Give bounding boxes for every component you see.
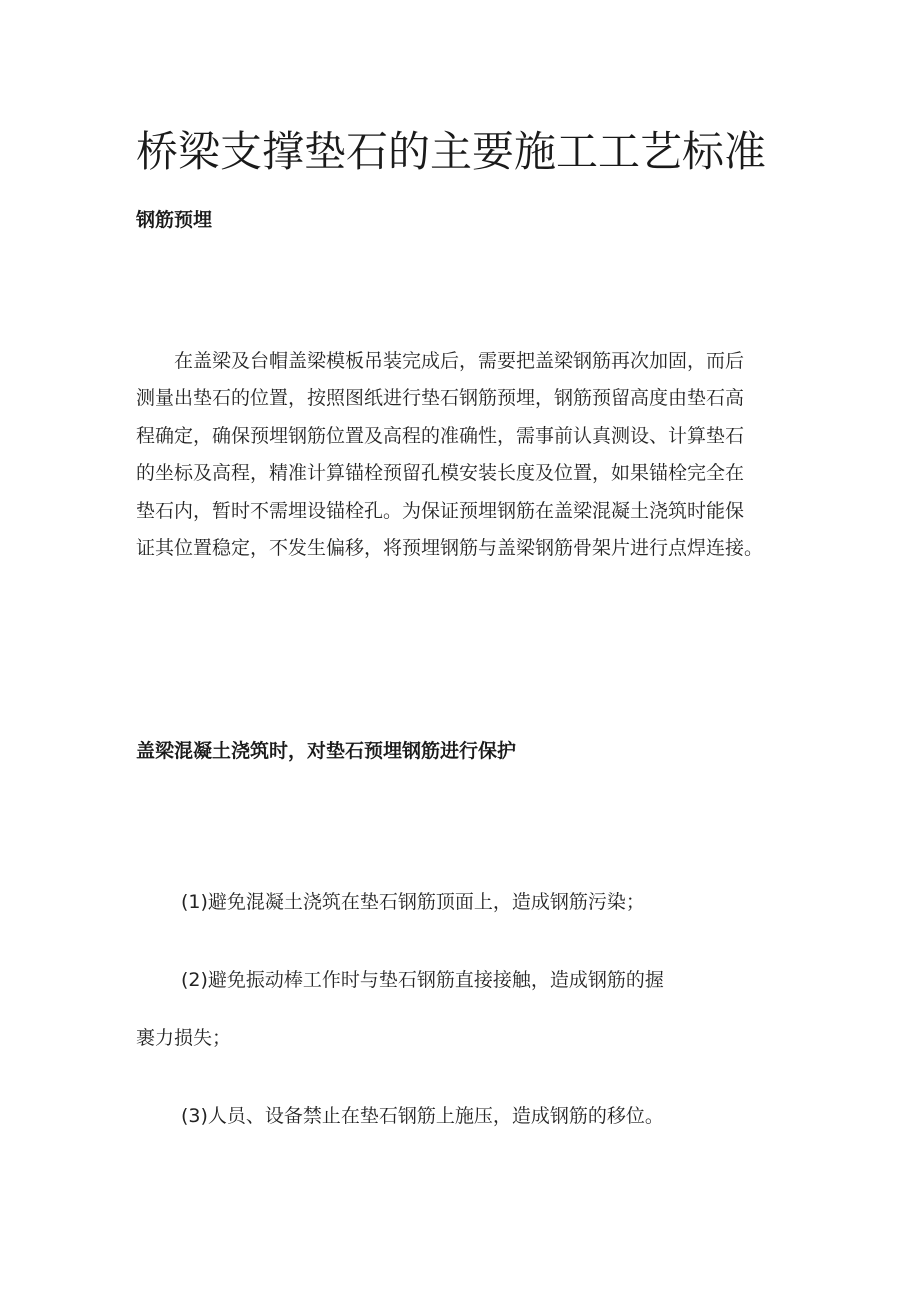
paragraph-line: 的坐标及高程，精准计算锚栓预留孔模安装长度及位置，如果锚栓完全在 <box>136 462 745 485</box>
section-heading-rebar-embedding: 钢筋预埋 <box>136 209 213 231</box>
section-paragraph-rebar-embedding <box>136 343 786 567</box>
paragraph-line: 程确定，确保预埋钢筋位置及高程的准确性，需事前认真测设、计算垫石 <box>136 424 745 447</box>
paragraph-line: 在盖梁及台帽盖梁模板吊装完成后，需要把盖梁钢筋再次加固，而后 <box>174 350 745 372</box>
document-title: 桥梁支撑垫石的主要施工工艺标准 <box>136 127 767 176</box>
list-item: (3)人员、设备禁止在垫石钢筋上施压，造成钢筋的移位。 <box>181 1105 664 1127</box>
paragraph-line: 测量出垫石的位置，按照图纸进行垫石钢筋预埋，钢筋预留高度由垫石高 <box>136 387 745 410</box>
list-item: (1)避免混凝土浇筑在垫石钢筋顶面上，造成钢筋污染； <box>181 891 645 913</box>
section-heading-rebar-protection: 盖梁混凝土浇筑时，对垫石预埋钢筋进行保护 <box>136 740 517 762</box>
list-item-continuation: 裹力损失； <box>136 1027 232 1049</box>
paragraph-line: 垫石内，暂时不需埋设锚栓孔。为保证预埋钢筋在盖梁混凝土浇筑时能保 <box>136 499 745 522</box>
list-item: (2)避免振动棒工作时与垫石钢筋直接接触，造成钢筋的握 <box>181 969 664 991</box>
paragraph-line: 证其位置稳定，不发生偏移，将预埋钢筋与盖梁钢筋骨架片进行点焊连接。 <box>136 537 764 560</box>
